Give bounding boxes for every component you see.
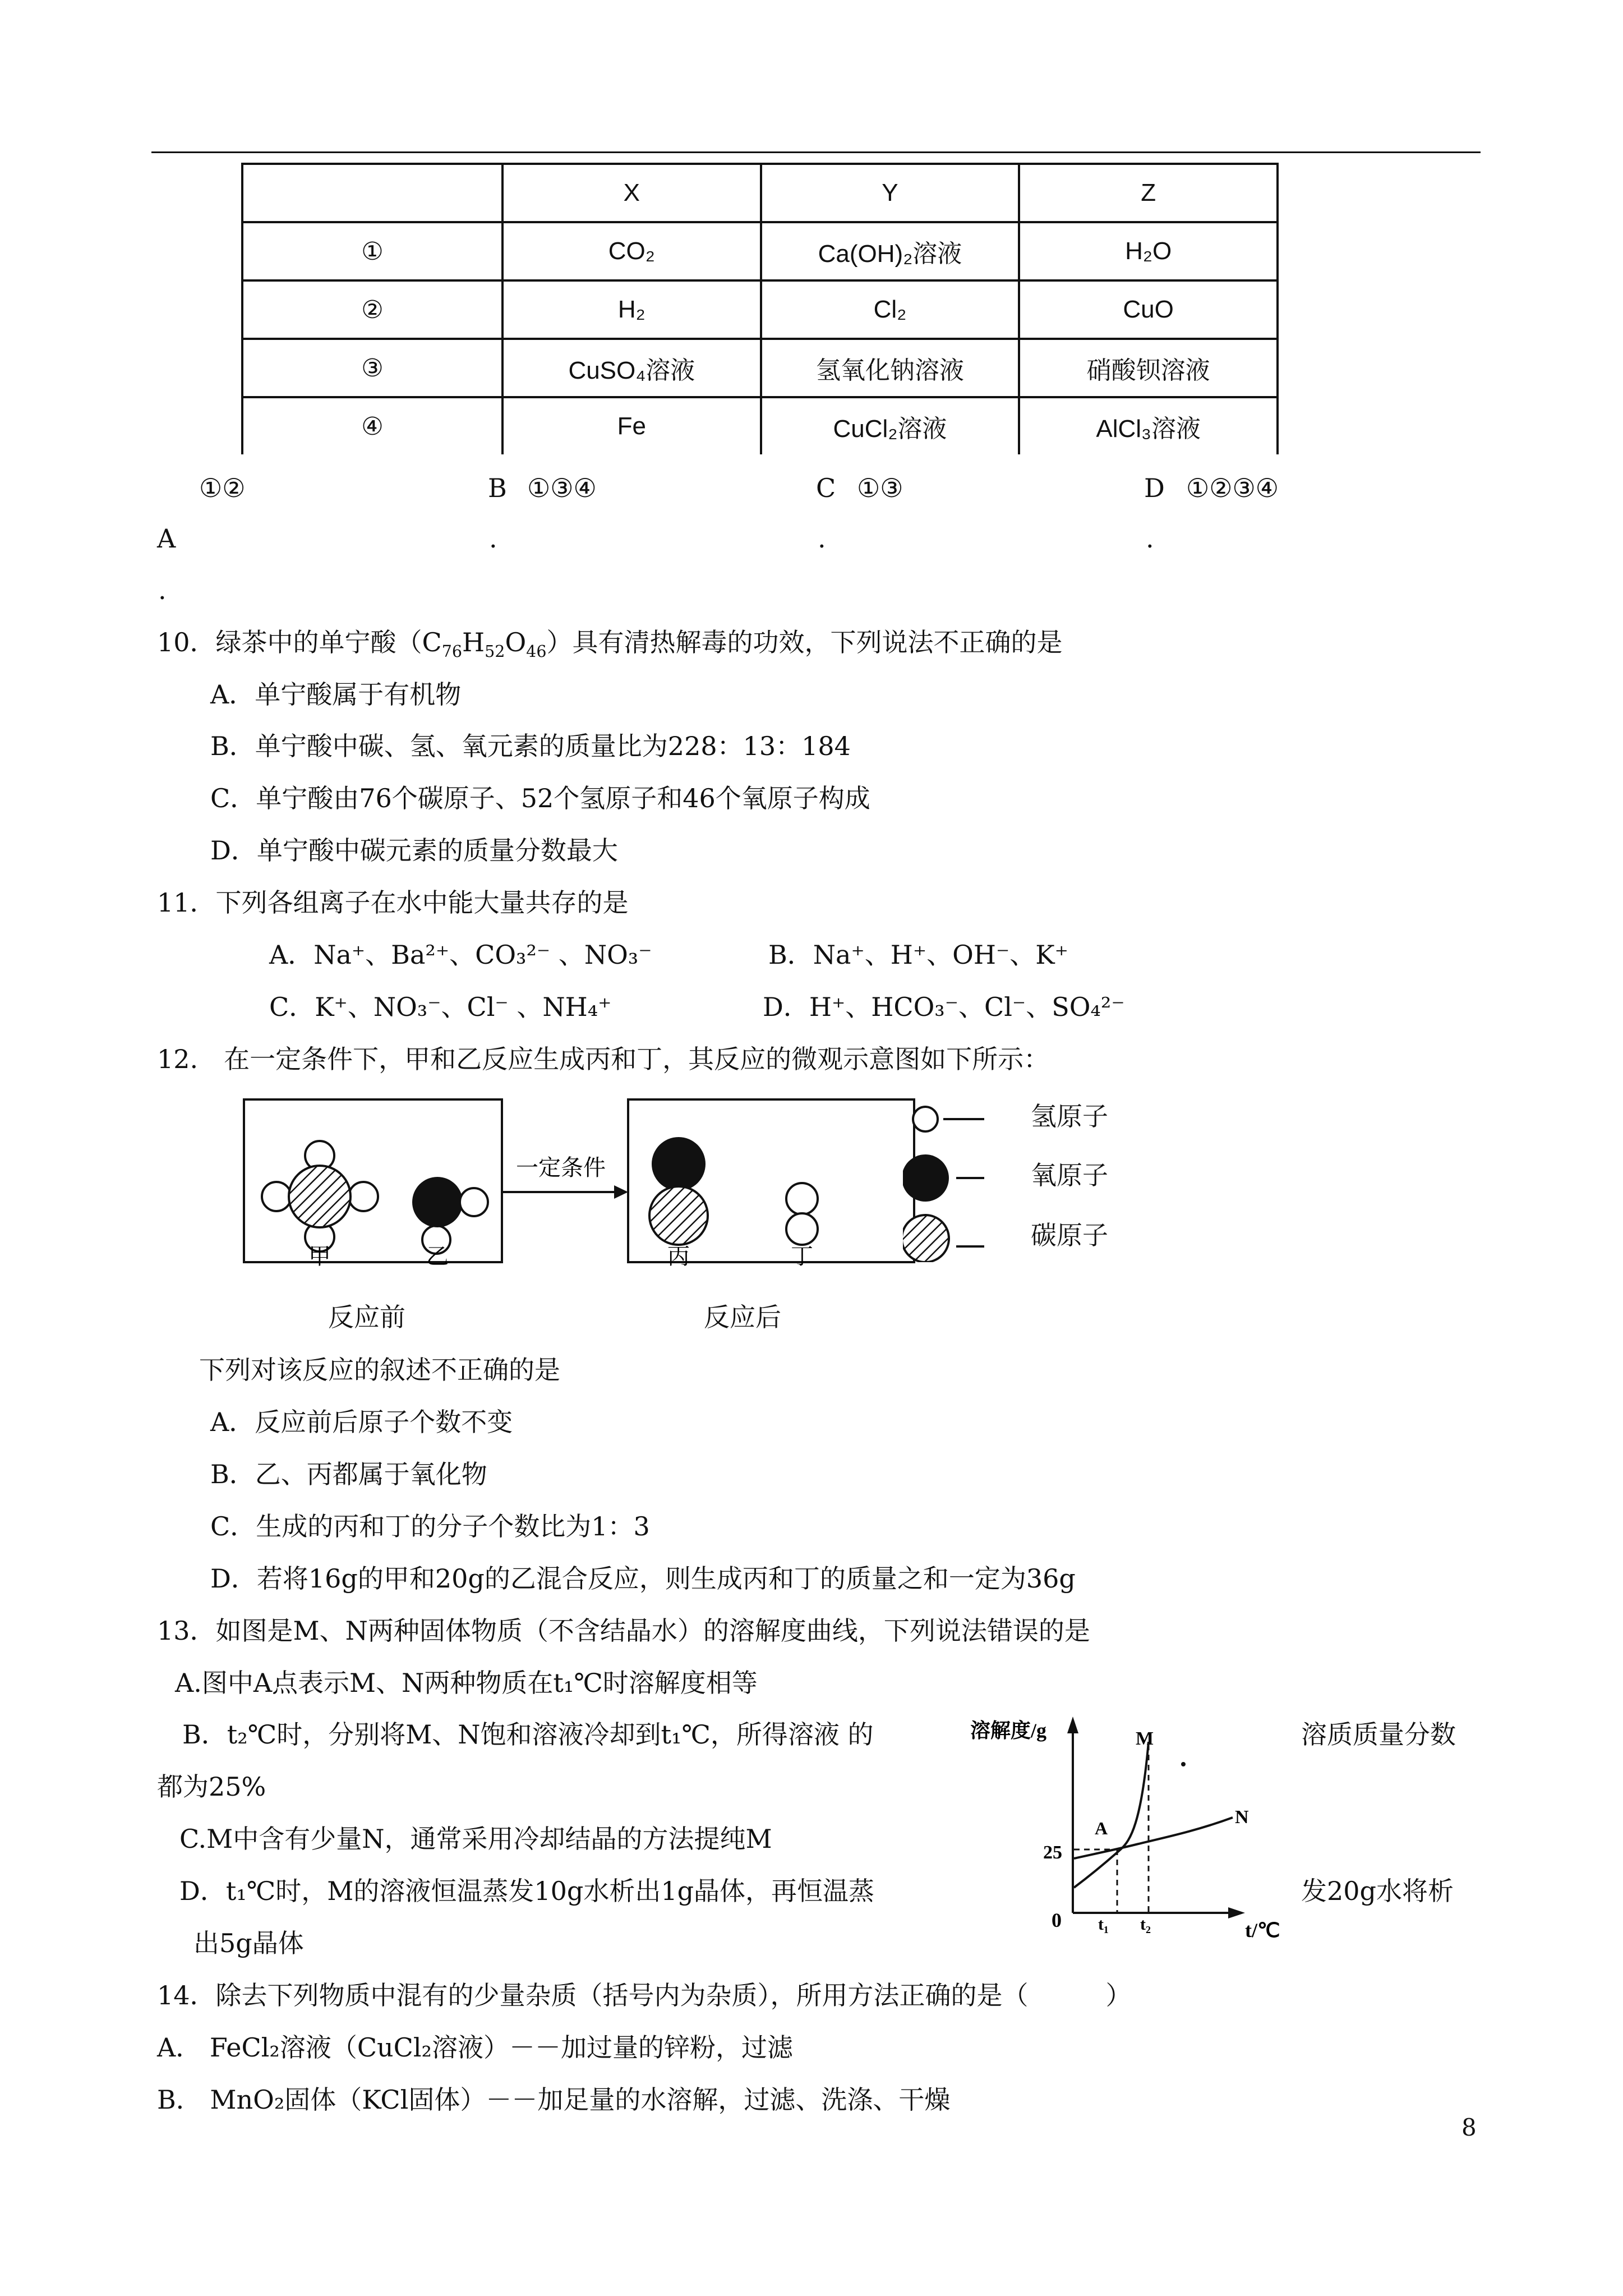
curve-m xyxy=(1074,1742,1149,1888)
before-caption: 反应前 xyxy=(328,1302,405,1332)
curve-n-label: N xyxy=(1235,1807,1249,1828)
table-row xyxy=(242,280,1278,339)
carbon-atom-icon xyxy=(903,1215,949,1262)
q13-option-b-line1-right: 溶质质量分数 xyxy=(1301,1719,1456,1750)
table-cell: ④ xyxy=(242,397,502,454)
q11-stem: 11．下列各组离子在水中能大量共存的是 xyxy=(157,887,629,918)
table-cell: Cl₂ xyxy=(761,280,1020,339)
q13-option-c: C.M中含有少量N，通常采用冷却结晶的方法提纯M xyxy=(179,1824,772,1854)
table-header-cell: Z xyxy=(1019,164,1278,222)
y-tick-25: 25 xyxy=(1043,1842,1062,1863)
q9-option-a-letter: A xyxy=(157,523,176,554)
q11-option-b: B．Na⁺、H⁺、OH⁻、K⁺ xyxy=(768,940,1068,970)
q14-option-b: B． MnO₂固体（KCl固体）－－加足量的水溶解，过滤、洗涤、干燥 xyxy=(157,2085,951,2115)
table-cell: AlCl₃溶液 xyxy=(1019,397,1278,454)
q12-option-b: B．乙、丙都属于氧化物 xyxy=(210,1459,487,1489)
point-a-label: A xyxy=(1095,1818,1108,1838)
reagent-table xyxy=(241,163,1279,454)
curve-m-label: M xyxy=(1136,1728,1154,1749)
yi-label: 乙 xyxy=(426,1244,449,1269)
methane-molecule xyxy=(262,1141,378,1251)
table-header-cell xyxy=(242,164,502,222)
table-header-row xyxy=(242,164,1278,222)
ding-label: 丁 xyxy=(791,1244,813,1269)
water-molecule xyxy=(412,1177,488,1254)
table-cell: ② xyxy=(242,280,502,339)
q9-option-c-letter: C xyxy=(816,473,836,503)
header-rule xyxy=(151,151,1481,153)
table-cell: Fe xyxy=(502,397,761,454)
q12-option-a: A．反应前后原子个数不变 xyxy=(210,1407,513,1437)
q13-stem: 13．如图是M、N两种固体物质（不含结晶水）的溶解度曲线，下列说法错误的是 xyxy=(157,1616,1090,1646)
table-cell: 氢氧化钠溶液 xyxy=(761,339,1020,397)
q12-option-c: C．生成的丙和丁的分子个数比为1：3 xyxy=(210,1511,650,1542)
legend-carbon: 碳原子 xyxy=(1031,1220,1108,1250)
q9-option-d-dot: . xyxy=(1146,523,1154,554)
q14-stem: 14．除去下列物质中混有的少量杂质（括号内为杂质），所用方法正确的是（ ） xyxy=(157,1980,1132,2010)
arrow-label: 一定条件 xyxy=(516,1155,606,1181)
table-row xyxy=(242,339,1278,397)
q10-option-d: D．单宁酸中碳元素的质量分数最大 xyxy=(210,835,618,866)
q13-option-d-line2: 出5g晶体 xyxy=(193,1928,304,1958)
t2-tick: t₂ xyxy=(1140,1915,1151,1934)
table-cell: CO₂ xyxy=(502,222,761,280)
table-cell: H₂ xyxy=(502,280,761,339)
q9-option-b-dot: . xyxy=(489,523,497,554)
t1-tick: t₁ xyxy=(1098,1915,1109,1934)
q11-option-d: D．H⁺、HCO₃⁻、Cl⁻、SO₄²⁻ xyxy=(763,992,1125,1022)
q11-option-a: A．Na⁺、Ba²⁺、CO₃²⁻ 、NO₃⁻ xyxy=(269,940,652,970)
table-cell: Ca(OH)₂溶液 xyxy=(761,222,1020,280)
q9-option-c-text: ①③ xyxy=(857,473,903,503)
q10-stem: 10．绿茶中的单宁酸$(C_{76}H_{52}O_{46})$具有清热解毒的功效，下列说法不正确的是 xyxy=(157,627,1063,661)
table-cell: ① xyxy=(242,222,502,280)
q14-option-a: A． FeCl₂溶液（CuCl₂溶液）－－加过量的锌粉，过滤 xyxy=(157,2032,793,2063)
solubility-graph xyxy=(970,1703,1307,1949)
table-cell: ③ xyxy=(242,339,502,397)
table-header-cell: X xyxy=(502,164,761,222)
graph-origin: 0 xyxy=(1052,1909,1062,1931)
q9-option-a-text: ①② xyxy=(199,473,246,503)
q9-option-b-text: ①③④ xyxy=(527,473,597,503)
jia-label: 甲 xyxy=(308,1244,331,1269)
table-cell: CuSO₄溶液 xyxy=(502,339,761,397)
q12-substem: 下列对该反应的叙述不正确的是 xyxy=(199,1355,560,1385)
oxygen-atom-icon xyxy=(903,1154,949,1202)
q9-option-a-dot: . xyxy=(158,575,167,605)
legend-oxygen: 氧原子 xyxy=(1031,1160,1108,1190)
after-caption: 反应后 xyxy=(704,1302,781,1332)
hydrogen-molecule xyxy=(786,1183,818,1245)
bing-label: 丙 xyxy=(667,1244,690,1269)
q10-option-b: B．单宁酸中碳、氢、氧元素的质量比为228：13：184 xyxy=(210,731,851,761)
page-number: 8 xyxy=(1461,2114,1477,2141)
table-cell: H₂O xyxy=(1019,222,1278,280)
q13-option-b-line2: 都为25% xyxy=(157,1772,266,1802)
q11-option-c: C．K⁺、NO₃⁻、Cl⁻ 、NH₄⁺ xyxy=(269,992,612,1022)
q9-option-d-text: ①②③④ xyxy=(1186,473,1279,503)
table-row xyxy=(242,222,1278,280)
q9-option-d-letter: D xyxy=(1144,473,1165,503)
q13-option-b-line1: B．t₂℃时，分别将M、N饱和溶液冷却到t₁℃，所得溶液 的 xyxy=(182,1719,874,1750)
hydrogen-atom-icon xyxy=(913,1107,938,1131)
q12-stem: 12. 在一定条件下，甲和乙反应生成丙和丁，其反应的微观示意图如下所示： xyxy=(157,1044,1050,1074)
q9-option-c-dot: . xyxy=(818,523,826,554)
co-molecule xyxy=(649,1137,708,1245)
q13-option-a: A.图中A点表示M、N两种物质在t₁℃时溶解度相等 xyxy=(175,1668,758,1698)
legend-hydrogen: 氢原子 xyxy=(1031,1101,1108,1131)
q10-option-a: A．单宁酸属于有机物 xyxy=(210,679,462,710)
table-cell: 硝酸钡溶液 xyxy=(1019,339,1278,397)
graph-y-label: 溶解度/g xyxy=(970,1719,1047,1742)
q10-option-c: C．单宁酸由76个碳原子、52个氢原子和46个氧原子构成 xyxy=(210,783,870,813)
table-cell: CuO xyxy=(1019,280,1278,339)
q13-option-d-line1: D．t₁℃时，M的溶液恒温蒸发10g水析出1g晶体，再恒温蒸 xyxy=(179,1876,875,1906)
q12-option-d: D．若将16g的甲和20g的乙混合反应，则生成丙和丁的质量之和一定为36g xyxy=(210,1563,1076,1594)
table-cell: CuCl₂溶液 xyxy=(761,397,1020,454)
graph-x-label: t/℃ xyxy=(1245,1919,1280,1941)
table-row xyxy=(242,397,1278,454)
q13-option-d-line1-right: 发20g水将析 xyxy=(1301,1876,1454,1906)
q9-option-b-letter: B xyxy=(488,473,507,503)
table-header-cell: Y xyxy=(761,164,1020,222)
before-box xyxy=(244,1099,502,1262)
